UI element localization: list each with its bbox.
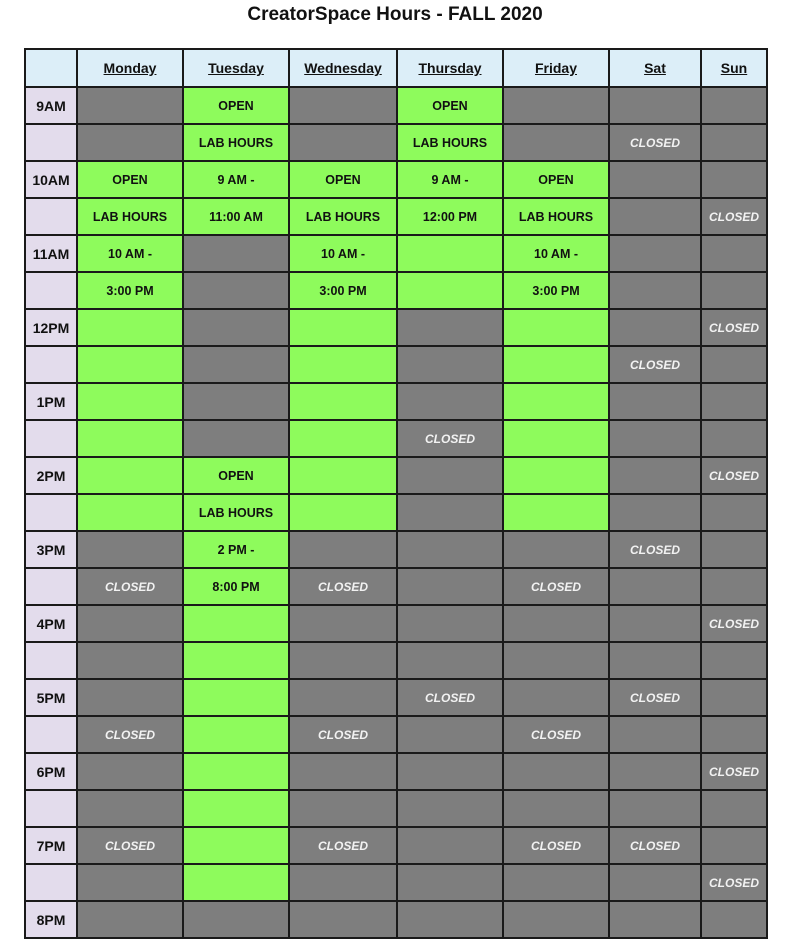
time-label: 5PM — [25, 679, 77, 716]
slot-sat-closed — [609, 420, 701, 457]
slot-thursday-closed — [397, 753, 503, 790]
slot-monday-closed — [77, 901, 183, 938]
slot-tuesday-open — [183, 605, 289, 642]
schedule-row — [25, 531, 767, 568]
schedule-row — [25, 420, 767, 457]
slot-monday-open: 10 AM - — [77, 235, 183, 272]
slot-thursday-open — [397, 272, 503, 309]
slot-monday-closed: CLOSED — [77, 568, 183, 605]
schedule-row — [25, 827, 767, 864]
slot-sun-closed: CLOSED — [701, 198, 767, 235]
slot-sat-closed — [609, 383, 701, 420]
slot-sun-closed — [701, 568, 767, 605]
slot-sun-closed: CLOSED — [701, 605, 767, 642]
slot-wednesday-closed — [289, 87, 397, 124]
slot-thursday-closed — [397, 309, 503, 346]
time-label — [25, 568, 77, 605]
slot-thursday-closed — [397, 827, 503, 864]
time-label — [25, 790, 77, 827]
slot-thursday-closed — [397, 605, 503, 642]
slot-thursday-open: LAB HOURS — [397, 124, 503, 161]
slot-sat-closed: CLOSED — [609, 679, 701, 716]
slot-sat-closed — [609, 272, 701, 309]
schedule-row — [25, 383, 767, 420]
day-header-tuesday: Tuesday — [183, 49, 289, 87]
slot-wednesday-open — [289, 346, 397, 383]
time-label: 6PM — [25, 753, 77, 790]
header-corner — [25, 49, 77, 87]
slot-thursday-open: 9 AM - — [397, 161, 503, 198]
schedule-row — [25, 235, 767, 272]
slot-tuesday-open: OPEN — [183, 87, 289, 124]
slot-monday-open — [77, 346, 183, 383]
slot-sun-closed — [701, 383, 767, 420]
slot-tuesday-open: LAB HOURS — [183, 494, 289, 531]
slot-thursday-closed — [397, 568, 503, 605]
slot-sat-closed — [609, 605, 701, 642]
slot-wednesday-closed: CLOSED — [289, 827, 397, 864]
slot-sat-closed — [609, 642, 701, 679]
slot-monday-closed — [77, 124, 183, 161]
day-header-monday: Monday — [77, 49, 183, 87]
schedule-row — [25, 605, 767, 642]
slot-sat-closed — [609, 457, 701, 494]
slot-friday-open — [503, 494, 609, 531]
slot-sat-closed — [609, 235, 701, 272]
slot-wednesday-open: 10 AM - — [289, 235, 397, 272]
slot-monday-open — [77, 383, 183, 420]
slot-friday-closed — [503, 124, 609, 161]
slot-friday-closed: CLOSED — [503, 716, 609, 753]
slot-sun-closed — [701, 716, 767, 753]
slot-tuesday-open — [183, 827, 289, 864]
schedule-row — [25, 716, 767, 753]
time-label — [25, 198, 77, 235]
slot-thursday-open: 12:00 PM — [397, 198, 503, 235]
slot-sun-closed — [701, 494, 767, 531]
slot-wednesday-open — [289, 420, 397, 457]
slot-tuesday-closed — [183, 346, 289, 383]
slot-thursday-closed — [397, 531, 503, 568]
slot-sat-closed — [609, 568, 701, 605]
slot-monday-closed — [77, 864, 183, 901]
slot-wednesday-closed — [289, 642, 397, 679]
page-title: CreatorSpace Hours - FALL 2020 — [247, 4, 543, 25]
slot-tuesday-open: 2 PM - — [183, 531, 289, 568]
slot-sun-closed — [701, 124, 767, 161]
time-label: 7PM — [25, 827, 77, 864]
slot-thursday-closed — [397, 457, 503, 494]
time-label: 4PM — [25, 605, 77, 642]
schedule-row — [25, 309, 767, 346]
schedule-body — [25, 87, 767, 938]
slot-thursday-closed: CLOSED — [397, 420, 503, 457]
slot-sun-closed: CLOSED — [701, 753, 767, 790]
slot-friday-open — [503, 457, 609, 494]
slot-tuesday-closed — [183, 901, 289, 938]
slot-monday-closed — [77, 790, 183, 827]
slot-friday-closed — [503, 531, 609, 568]
slot-sun-closed — [701, 420, 767, 457]
slot-friday-closed — [503, 679, 609, 716]
time-label: 1PM — [25, 383, 77, 420]
slot-monday-closed — [77, 753, 183, 790]
slot-monday-closed: CLOSED — [77, 716, 183, 753]
slot-monday-closed — [77, 531, 183, 568]
slot-sat-closed — [609, 198, 701, 235]
slot-sat-closed: CLOSED — [609, 124, 701, 161]
slot-thursday-closed — [397, 346, 503, 383]
slot-sat-closed: CLOSED — [609, 827, 701, 864]
slot-sat-closed — [609, 494, 701, 531]
time-label: 12PM — [25, 309, 77, 346]
slot-sun-closed — [701, 679, 767, 716]
time-label — [25, 716, 77, 753]
header-row — [25, 49, 767, 87]
slot-wednesday-closed — [289, 531, 397, 568]
slot-sat-closed — [609, 716, 701, 753]
schedule-row — [25, 494, 767, 531]
time-label: 2PM — [25, 457, 77, 494]
slot-sun-closed — [701, 346, 767, 383]
slot-wednesday-open — [289, 309, 397, 346]
slot-wednesday-closed — [289, 124, 397, 161]
schedule-row — [25, 790, 767, 827]
slot-friday-open: 10 AM - — [503, 235, 609, 272]
slot-sat-closed — [609, 309, 701, 346]
slot-sat-closed — [609, 864, 701, 901]
schedule-row — [25, 457, 767, 494]
slot-sun-closed: CLOSED — [701, 309, 767, 346]
slot-friday-closed — [503, 790, 609, 827]
schedule-row — [25, 568, 767, 605]
slot-sun-closed — [701, 235, 767, 272]
slot-wednesday-closed — [289, 790, 397, 827]
slot-sat-closed — [609, 753, 701, 790]
slot-tuesday-open: 9 AM - — [183, 161, 289, 198]
slot-friday-closed — [503, 605, 609, 642]
slot-friday-open — [503, 383, 609, 420]
slot-tuesday-open — [183, 753, 289, 790]
slot-friday-open — [503, 346, 609, 383]
slot-friday-open: LAB HOURS — [503, 198, 609, 235]
day-header-friday: Friday — [503, 49, 609, 87]
slot-tuesday-open — [183, 642, 289, 679]
slot-wednesday-open — [289, 383, 397, 420]
slot-monday-closed — [77, 642, 183, 679]
slot-thursday-open — [397, 235, 503, 272]
time-label: 9AM — [25, 87, 77, 124]
slot-tuesday-closed — [183, 309, 289, 346]
schedule-row — [25, 346, 767, 383]
time-label — [25, 642, 77, 679]
slot-friday-open: OPEN — [503, 161, 609, 198]
slot-thursday-closed: CLOSED — [397, 679, 503, 716]
slot-sun-closed — [701, 642, 767, 679]
schedule-row — [25, 901, 767, 938]
slot-friday-closed — [503, 87, 609, 124]
slot-thursday-closed — [397, 901, 503, 938]
slot-wednesday-open — [289, 494, 397, 531]
slot-tuesday-open: 8:00 PM — [183, 568, 289, 605]
slot-thursday-closed — [397, 642, 503, 679]
slot-wednesday-closed: CLOSED — [289, 568, 397, 605]
slot-wednesday-open: LAB HOURS — [289, 198, 397, 235]
slot-thursday-closed — [397, 716, 503, 753]
slot-wednesday-open: OPEN — [289, 161, 397, 198]
slot-monday-open: LAB HOURS — [77, 198, 183, 235]
slot-wednesday-closed: CLOSED — [289, 716, 397, 753]
schedule-row — [25, 864, 767, 901]
slot-wednesday-closed — [289, 679, 397, 716]
slot-friday-closed — [503, 753, 609, 790]
slot-sun-closed: CLOSED — [701, 457, 767, 494]
time-label — [25, 346, 77, 383]
slot-monday-closed — [77, 605, 183, 642]
slot-tuesday-open: OPEN — [183, 457, 289, 494]
day-header-sat: Sat — [609, 49, 701, 87]
slot-sun-closed — [701, 901, 767, 938]
time-label — [25, 494, 77, 531]
schedule-row — [25, 198, 767, 235]
slot-monday-closed — [77, 679, 183, 716]
schedule-table-container — [24, 48, 768, 939]
slot-sun-closed — [701, 531, 767, 568]
slot-sun-closed — [701, 827, 767, 864]
slot-friday-open — [503, 309, 609, 346]
slot-wednesday-closed — [289, 864, 397, 901]
day-header-wednesday: Wednesday — [289, 49, 397, 87]
slot-tuesday-closed — [183, 383, 289, 420]
slot-friday-closed: CLOSED — [503, 827, 609, 864]
slot-monday-open — [77, 420, 183, 457]
slot-tuesday-closed — [183, 272, 289, 309]
schedule-row — [25, 161, 767, 198]
schedule-row — [25, 642, 767, 679]
slot-wednesday-closed — [289, 753, 397, 790]
time-label: 10AM — [25, 161, 77, 198]
schedule-row — [25, 124, 767, 161]
slot-wednesday-open — [289, 457, 397, 494]
slot-sun-closed — [701, 272, 767, 309]
slot-sat-closed: CLOSED — [609, 346, 701, 383]
slot-tuesday-open — [183, 679, 289, 716]
slot-sun-closed: CLOSED — [701, 864, 767, 901]
slot-sat-closed — [609, 161, 701, 198]
schedule-row — [25, 272, 767, 309]
day-header-thursday: Thursday — [397, 49, 503, 87]
time-label — [25, 420, 77, 457]
slot-thursday-open: OPEN — [397, 87, 503, 124]
slot-sat-closed — [609, 790, 701, 827]
time-label — [25, 124, 77, 161]
slot-monday-closed — [77, 87, 183, 124]
slot-monday-open — [77, 457, 183, 494]
slot-monday-open: 3:00 PM — [77, 272, 183, 309]
slot-sat-closed — [609, 87, 701, 124]
slot-sat-closed: CLOSED — [609, 531, 701, 568]
schedule-row — [25, 87, 767, 124]
slot-wednesday-open: 3:00 PM — [289, 272, 397, 309]
slot-friday-open: 3:00 PM — [503, 272, 609, 309]
slot-thursday-closed — [397, 494, 503, 531]
time-label: 8PM — [25, 901, 77, 938]
schedule-row — [25, 753, 767, 790]
slot-tuesday-open: LAB HOURS — [183, 124, 289, 161]
time-label: 11AM — [25, 235, 77, 272]
slot-monday-open — [77, 494, 183, 531]
slot-thursday-closed — [397, 383, 503, 420]
slot-tuesday-open: 11:00 AM — [183, 198, 289, 235]
slot-tuesday-closed — [183, 420, 289, 457]
slot-sun-closed — [701, 161, 767, 198]
slot-friday-closed: CLOSED — [503, 568, 609, 605]
slot-tuesday-closed — [183, 235, 289, 272]
slot-tuesday-open — [183, 864, 289, 901]
schedule-table — [24, 48, 768, 939]
slot-sun-closed — [701, 790, 767, 827]
slot-wednesday-closed — [289, 901, 397, 938]
slot-sat-closed — [609, 901, 701, 938]
slot-monday-closed: CLOSED — [77, 827, 183, 864]
day-header-sun: Sun — [701, 49, 767, 87]
slot-wednesday-closed — [289, 605, 397, 642]
slot-monday-open — [77, 309, 183, 346]
slot-friday-closed — [503, 864, 609, 901]
slot-friday-closed — [503, 642, 609, 679]
slot-sun-closed — [701, 87, 767, 124]
slot-tuesday-open — [183, 716, 289, 753]
slot-thursday-closed — [397, 790, 503, 827]
time-label — [25, 272, 77, 309]
time-label — [25, 864, 77, 901]
schedule-row — [25, 679, 767, 716]
slot-thursday-closed — [397, 864, 503, 901]
slot-monday-open: OPEN — [77, 161, 183, 198]
slot-friday-closed — [503, 901, 609, 938]
slot-friday-open — [503, 420, 609, 457]
slot-tuesday-open — [183, 790, 289, 827]
time-label: 3PM — [25, 531, 77, 568]
